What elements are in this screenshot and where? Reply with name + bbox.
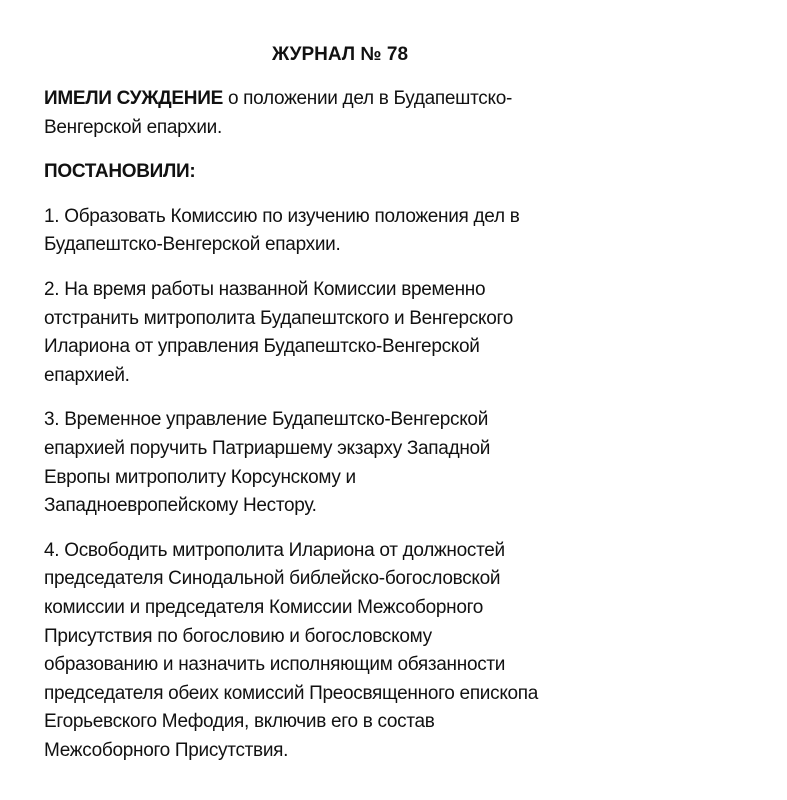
journal-title: ЖУРНАЛ № 78: [272, 44, 409, 65]
resolution-line: епархией поручить Патриаршему экзарху Западной: [44, 437, 491, 459]
discussion-paragraph: [44, 85, 787, 142]
resolution-line: Егорьевского Мефодия, включив его в состав: [44, 711, 435, 733]
resolved-heading: [44, 158, 787, 187]
resolution-line: 4. Освободить митрополита Илариона от должностей: [44, 539, 505, 561]
resolution-line: председателя обеих комиссий Преосвященного епископа: [44, 682, 539, 704]
resolution-line: 2. На время работы названной Комиссии временно: [44, 278, 486, 300]
discussion-text: Венгерской епархии.: [44, 116, 222, 138]
resolution-line: комиссии и председателя Комиссии Межсоборного: [44, 596, 484, 618]
resolution-line: отстранить митрополита Будапештского и Венгерского: [44, 307, 513, 329]
resolution-line: Западноевропейскому Нестору.: [44, 495, 317, 517]
resolution-line: Будапештско-Венгерской епархии.: [44, 234, 341, 256]
resolution-line: Межсоборного Присутствия.: [44, 739, 289, 761]
resolution-line: Европы митрополиту Корсунскому и: [44, 466, 356, 488]
resolution-item: [44, 537, 787, 766]
resolved-label: ПОСТАНОВИЛИ:: [44, 161, 196, 183]
resolution-line: Илариона от управления Будапештско-Венгерской: [44, 336, 480, 358]
resolution-line: 3. Временное управление Будапештско-Венгерской: [44, 409, 489, 431]
resolution-item: [44, 276, 787, 390]
resolution-item: [44, 406, 787, 520]
resolution-item: [44, 203, 787, 260]
resolution-line: Присутствия по богословию и богословскому: [44, 625, 432, 647]
resolution-line: образованию и назначить исполняющим обязанности: [44, 654, 506, 676]
discussion-label: ИМЕЛИ СУЖДЕНИЕ: [44, 88, 223, 109]
resolution-line: председателя Синодальной библейско-богословской: [44, 568, 501, 590]
resolution-items: [44, 203, 787, 766]
resolution-line: 1. Образовать Комиссию по изучению положения дел в: [44, 205, 520, 227]
resolution-line: епархией.: [44, 364, 130, 386]
discussion-text: о положении дел в Будапештско-: [227, 88, 512, 109]
